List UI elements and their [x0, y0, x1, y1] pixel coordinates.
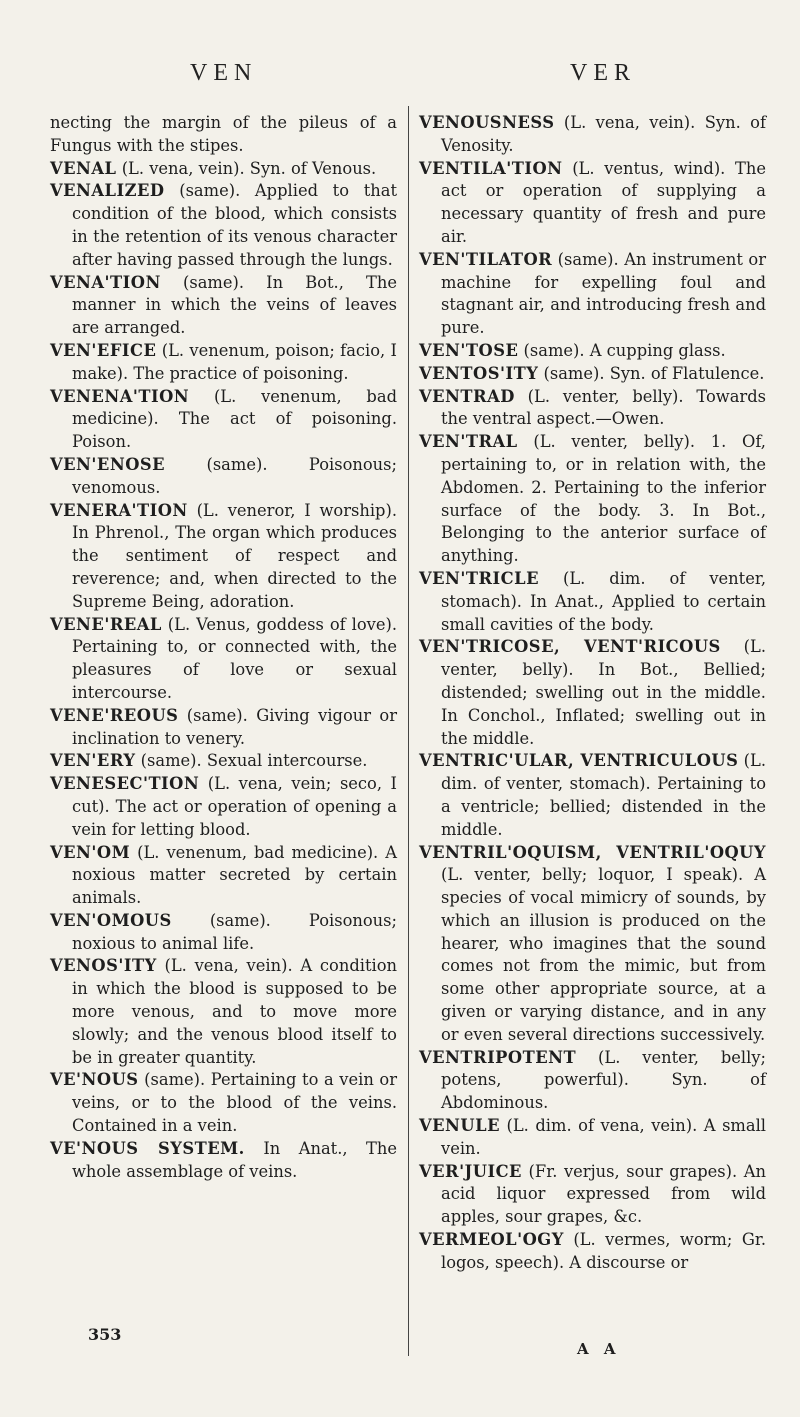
entry-headword: VENULE	[419, 1116, 500, 1136]
entry-headword: VENENA'TION	[50, 386, 190, 406]
dictionary-entry	[50, 1069, 397, 1137]
entry-headword: VENTRIC'ULAR, VENTRICULOUS	[419, 751, 739, 771]
entry-definition: (L. veneror, I worship). In Phrenol., The organ which produces the sentiment of respect and reverence; and, when directed to the Supreme Being, adoration.	[72, 500, 397, 611]
entry-headword: VENAL	[50, 158, 117, 178]
dictionary-entry	[419, 1115, 766, 1161]
entry-definition: (same). Poisonous; noxious to animal life.	[72, 910, 397, 953]
entry-headword: VEN'EFICE	[50, 340, 157, 360]
entry-headword: VEN'TRAL	[419, 432, 518, 452]
entry-headword: VENTRAD	[419, 386, 515, 406]
entry-headword: VEN'TRICLE	[419, 568, 539, 588]
entry-headword: VENERA'TION	[50, 500, 188, 520]
dictionary-entry	[419, 1161, 766, 1229]
entry-headword: VENE'REOUS	[50, 705, 179, 725]
dictionary-entry	[419, 1047, 766, 1115]
entry-headword: VER'JUICE	[419, 1161, 522, 1181]
entry-headword: VEN'ENOSE	[50, 454, 166, 474]
dictionary-entry	[419, 568, 766, 636]
right-column	[419, 112, 766, 1275]
dictionary-entry	[419, 842, 766, 1047]
page-number: 353	[88, 1325, 122, 1344]
entry-definition: (L. venter, belly; loquor, I speak). A species of vocal mimicry of sounds, by which an illusion is produced on the hearer, who imagines that the sound comes not from the mimic, but from some other appropriate source, at a given or varying distance, and in any or even several directions successively.	[441, 865, 766, 1044]
entry-definition: (same). Giving vigour or inclination to venery.	[72, 705, 397, 748]
entry-headword: VENESEC'TION	[50, 774, 200, 794]
entry-headword: VENTOS'ITY	[419, 363, 539, 383]
entry-headword: VEN'TOSE	[419, 340, 519, 360]
entry-headword: VEN'OM	[50, 842, 131, 862]
entry-definition: (L. dim. of venter, stomach). Pertaining to a ventricle; bellied; distended in the middle.	[441, 751, 766, 839]
entry-definition: (L. vermes, worm; Gr. logos, speech). A discourse or	[441, 1230, 766, 1272]
entry-definition: (L. venter, belly). 1. Of, pertaining to, or in relation with, the Abdomen. 2. Pertaining to the inferior surface of the body. 3. In Bot., Belonging to the anterior surface of anything.	[441, 432, 766, 566]
continuation-text: necting the margin of the pileus of a Fungus with the stipes.	[50, 113, 397, 155]
dictionary-entry	[419, 340, 766, 363]
column-divider	[408, 106, 409, 1356]
entry-definition: (L. Venus, goddess of love). Pertaining to, or connected with, the pleasures of love or sexual intercourse.	[72, 614, 397, 702]
left-entries	[50, 158, 397, 1184]
entry-definition: (L. venter, belly). Towards the ventral aspect.—Owen.	[441, 386, 766, 429]
entry-definition: (L. venenum, bad medicine). The act of poisoning. Poison.	[72, 386, 397, 452]
dictionary-entry	[50, 842, 397, 910]
entry-definition: (L. venenum, bad medicine). A noxious matter secreted by certain animals.	[72, 842, 397, 908]
entry-headword: VEN'TILATOR	[419, 249, 553, 269]
entry-headword: VERMEOL'OGY	[419, 1230, 564, 1250]
entry-definition: (same). An instrument or machine for expelling foul and stagnant air, and introducing fresh and pure.	[441, 249, 766, 338]
dictionary-entry	[419, 363, 766, 386]
dictionary-entry	[50, 614, 397, 705]
dictionary-entry	[419, 158, 766, 249]
dictionary-entry	[50, 454, 397, 500]
entry-definition: (L. ventus, wind). The act or operation of supplying a necessary quantity of fresh and pure air.	[441, 158, 766, 246]
dictionary-entry	[419, 112, 766, 158]
entry-definition: (same). A cupping glass.	[518, 340, 726, 360]
entry-definition: (L. vena, vein; seco, I cut). The act or operation of opening a vein for letting blood.	[72, 774, 397, 839]
dictionary-entry	[419, 431, 766, 568]
dictionary-entry	[50, 910, 397, 956]
dictionary-entry	[50, 705, 397, 751]
entry-definition: (same). Pertaining to a vein or veins, or to the blood of the veins. Contained in a vein.	[72, 1070, 397, 1136]
entry-headword: VENOUSNESS	[419, 113, 555, 132]
entry-definition: (L. venter, belly; potens, powerful). Syn. of Abdominous.	[441, 1047, 766, 1113]
entry-definition: (same). In Bot., The manner in which the veins of leaves are arranged.	[72, 272, 397, 338]
dictionary-entry	[50, 158, 397, 181]
dictionary-entry	[50, 773, 397, 841]
entry-definition: (L. vena, vein). A condition in which the blood is supposed to be more venous, and to move more slowly; and the venous blood itself to be in greater quantity.	[72, 956, 397, 1067]
dictionary-entry	[419, 249, 766, 340]
entry-definition: (L. dim. of vena, vein). A small vein.	[441, 1116, 766, 1158]
entry-headword: VEN'ERY	[50, 751, 136, 771]
entry-definition: (same). Applied to that condition of the blood, which consists in the retention of its venous character after having passed through the lungs.	[72, 181, 397, 269]
entry-headword: VE'NOUS	[50, 1070, 139, 1090]
entry-definition: (Fr. verjus, sour grapes). An acid liquor expressed from wild apples, sour grapes, &c.	[441, 1161, 766, 1227]
dictionary-entry	[419, 750, 766, 841]
dictionary-entry	[419, 386, 766, 432]
entry-definition: (L. vena, vein). Syn. of Venous.	[116, 158, 377, 178]
running-head-right: VER	[570, 60, 636, 86]
entry-definition: In Anat., The whole assemblage of veins.	[72, 1138, 397, 1181]
entry-headword: VEN'TRICOSE, VENT'RICOUS	[419, 637, 721, 657]
dictionary-entry	[50, 340, 397, 386]
entry-headword: VENTRIL'OQUISM, VENTRIL'OQUY	[419, 842, 766, 862]
dictionary-entry	[50, 180, 397, 271]
dictionary-entry	[50, 955, 397, 1069]
entry-definition: (same). Syn. of Flatulence.	[538, 363, 765, 383]
left-column	[50, 112, 397, 1183]
entry-headword: VEN'OMOUS	[50, 910, 172, 930]
entry-definition: (L. venter, belly). In Bot., Bellied; distended; swelling out in the middle. In Conchol., Inflated; swelling out in the middle.	[441, 637, 766, 748]
dictionary-entry	[50, 272, 397, 340]
entry-definition: (L. venenum, poison; facio, I make). The practice of poisoning.	[72, 340, 397, 383]
dictionary-entry	[50, 750, 397, 773]
dictionary-entry	[419, 1229, 766, 1275]
dictionary-entry	[50, 1138, 397, 1184]
entry-definition: (same). Poisonous; venomous.	[72, 454, 397, 497]
entry-headword: VENE'REAL	[50, 614, 162, 634]
entry-headword: VENTILA'TION	[419, 158, 563, 178]
signature-mark: A A	[577, 1340, 621, 1358]
entry-headword: VENOS'ITY	[50, 956, 157, 976]
right-entries	[419, 112, 766, 1275]
running-head-left: VEN	[190, 60, 258, 86]
entry-headword: VENA'TION	[50, 272, 161, 292]
entry-headword: VENTRIPOTENT	[419, 1047, 577, 1067]
dictionary-entry	[50, 500, 397, 614]
dictionary-entry	[50, 386, 397, 454]
entry-definition: (same). Sexual intercourse.	[135, 751, 368, 771]
entry-definition: (L. vena, vein). Syn. of Venosity.	[441, 113, 766, 155]
entry-definition: (L. dim. of venter, stomach). In Anat., Applied to certain small cavities of the body.	[441, 568, 766, 634]
dictionary-entry	[419, 636, 766, 750]
entry-headword: VENALIZED	[50, 181, 165, 201]
entry-headword: VE'NOUS SYSTEM.	[50, 1138, 245, 1158]
